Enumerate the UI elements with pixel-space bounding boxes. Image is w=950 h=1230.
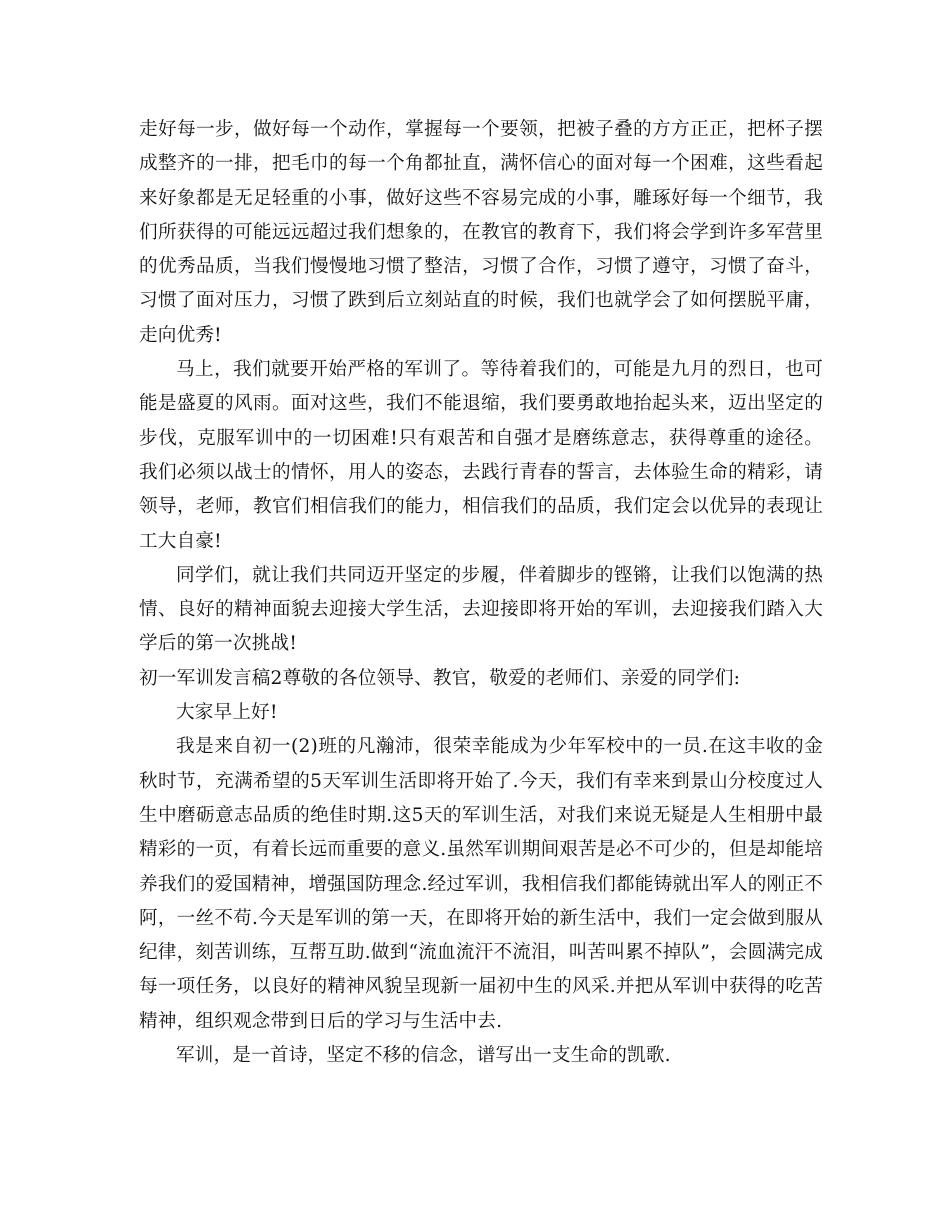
document-body (139, 113, 823, 1073)
paragraph-3: 同学们，就让我们共同迈开坚定的步履，伴着脚步的铿锵，让我们以饱满的热情、良好的精神面貌去迎接大学生活，去迎接即将开始的军训，去迎接我们踏入大学后的第一次挑战! (139, 564, 823, 655)
speech-title-line: 初一军训发言稿2尊敬的各位领导、教官，敬爱的老师们、亲爱的同学们: (139, 667, 741, 689)
paragraph-7: 军训，是一首诗，坚定不移的信念，谱写出一支生命的凯歌. (176, 1045, 671, 1067)
paragraph-1: 走好每一步，做好每一个动作，掌握每一个要领，把被子叠的方方正正，把杯子摆成整齐的一排，把毛巾的每一个角都扯直，满怀信心的面对每一个困难，这些看起来好象都是无足轻重的小事，做好这些不容易完成的小事，雕琢好每一个细节，我们所获得的可能远远超过我们想象的，在教官的教育下，我们将会学到许多军营里的优秀品质，当我们慢慢地习惯了整洁，习惯了合作，习惯了遵守，习惯了奋斗，习惯了面对压力，习惯了跌到后立刻站直的时候，我们也就学会了如何摆脱平庸，走向优秀! (139, 119, 823, 346)
paragraph-6: 我是来自初一(2)班的凡瀚沛，很荣幸能成为少年军校中的一员.在这丰收的金秋时节，充满希望的5天军训生活即将开始了.今天，我们有幸来到景山分校度过人生中磨砺意志品质的绝佳时期.这5天的军训生活，对我们来说无疑是人生相册中最精彩的一页，有着长远而重要的意义.虽然军训期间艰苦是必不可少的，但是却能培养我们的爱国精神，增强国防理念.经过军训，我相信我们都能铸就出军人的刚正不阿，一丝不苟.今天是军训的第一天，在即将开始的新生活中，我们一定会做到服从纪律，刻苦训练，互帮互助.做到“流血流汗不流泪，叫苦叫累不掉队”，会圆满完成每一项任务，以良好的精神风貌呈现新一届初中生的风采.并把从军训中获得的吃苦精神，组织观念带到日后的学习与生活中去. (139, 736, 823, 1032)
greeting-line: 大家早上好! (176, 702, 278, 724)
paragraph-2: 马上，我们就要开始严格的军训了。等待着我们的，可能是九月的烈日，也可能是盛夏的风雨。面对这些，我们不能退缩，我们要勇敢地抬起头来，迈出坚定的步伐，克服军训中的一切困难!只有艰苦和自强才是磨练意志，获得尊重的途径。我们必须以战士的情怀，用人的姿态，去践行青春的誓言，去体验生命的精彩，请领导，老师，教官们相信我们的能力，相信我们的品质，我们定会以优异的表现让工大自豪! (139, 359, 823, 552)
